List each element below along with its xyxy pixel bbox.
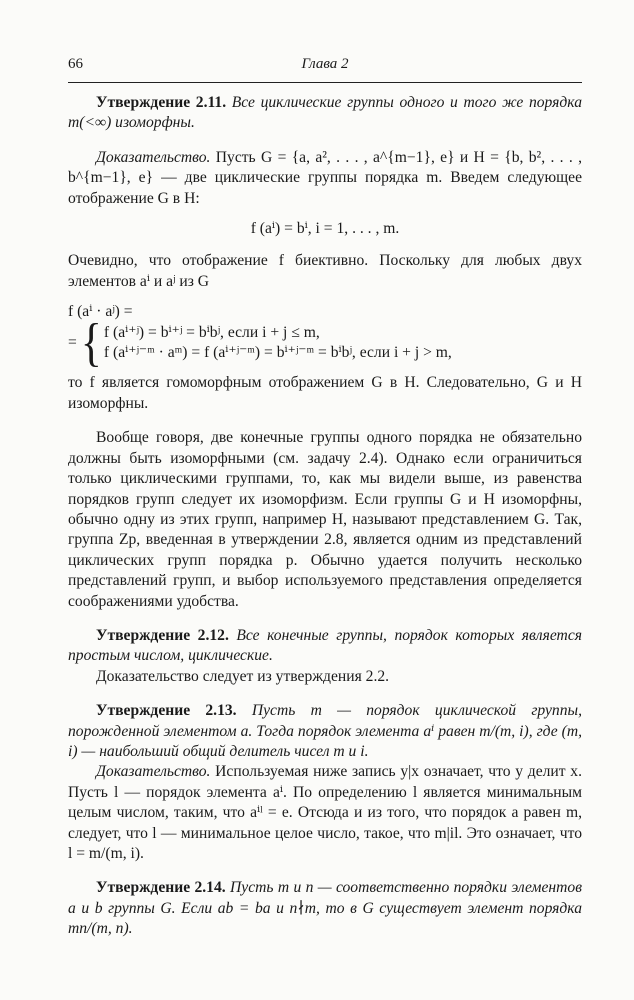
- statement-2-13-label: Утверждение 2.13.: [96, 702, 237, 720]
- proof-2-12: Доказательство следует из утверждения 2.2.: [96, 667, 390, 685]
- formula-f: f (aⁱ) = bⁱ, i = 1, . . . , m.: [250, 220, 400, 238]
- cases-block: [68, 313, 582, 372]
- page-body: [68, 93, 582, 940]
- statement-2-13-text: Пусть m — порядок циклической группы, порожденной элементом a. Тогда порядок элемента aⁱ равен m/(m, i), где (m, i) — наибольший общий делитель чисел m и i.: [68, 702, 582, 760]
- statement-2-12-text: Все конечные группы, порядок которых является простым числом, циклические.: [68, 626, 582, 665]
- statement-2-11-text: Все циклические группы одного и того же порядка m(<∞) изоморфны.: [68, 94, 582, 132]
- proof-label: Доказательство.: [96, 148, 211, 166]
- statement-2-14: [68, 878, 582, 939]
- statement-2-11: [68, 93, 582, 134]
- proof-text-3: то f является гомоморфным отображением G в H. Следовательно, G и H изоморфны.: [68, 374, 582, 412]
- left-brace-icon: {: [80, 313, 102, 372]
- statement-2-12: [68, 626, 582, 667]
- equals-sign: =: [68, 333, 77, 351]
- page-number: 66: [68, 56, 83, 72]
- case-2: f (aⁱ⁺ʲ⁻ᵐ · aᵐ) = f (aⁱ⁺ʲ⁻ᵐ) = bⁱ⁺ʲ⁻ᵐ = bⁱbʲ, если i + j > m,: [103, 344, 452, 362]
- statement-2-14-label: Утверждение 2.14.: [96, 879, 226, 897]
- paragraph-representations: Вообще говоря, две конечные группы одного порядка не обязательно должны быть изоморфными (см. задачу 2.4). Однако если ограничиться только циклическими группами, то, как мы видели выше, из равенства порядков групп следует их изоморфизм. Если группы G и H изоморфны, обычно одну из этих групп, например H, называют представлением G. Так, группа Zp, введенная в утверждении 2.8, является одним из представлений циклических групп порядка p. Обычно удается получить несколько представлений групп, и выбор используемого представления определяется соображениями удобства.: [68, 429, 582, 610]
- proof-text-1: Пусть G = {a, a², . . . , a^{m−1}, e} и H = {b, b², . . . , b^{m−1}, e} — две циклические группы порядка m. Введем следующее отображение G в H:: [68, 148, 582, 207]
- formula-lhs: f (aⁱ · aʲ) =: [68, 303, 133, 321]
- statement-2-14-text: Пусть m и n — соответственно порядки элементов a и b группы G. Если ab = ba и n∤m, то в G существует элемент порядка mn/(m, n).: [68, 879, 582, 938]
- chapter-title: Глава 2: [301, 56, 349, 72]
- proof-text-2: Очевидно, что отображение f биективно. Поскольку для любых двух элементов aⁱ и aʲ из G: [68, 252, 582, 290]
- proof-2-13: [68, 762, 582, 864]
- statement-2-12-label: Утверждение 2.12.: [96, 626, 229, 644]
- proof-2-13-text: Используемая ниже запись y|x означает, что y делит x. Пусть l — порядок элемента aⁱ. По определению l является минимальным целым числом, таким, что aⁱˡ = e. Отсюда и из того, что порядок a равен m, следует, что l — минимальное целое число, такое, что m|il. Это означает, что l = m/(m, i).: [68, 763, 582, 862]
- statement-2-11-label: Утверждение 2.11.: [96, 94, 227, 111]
- proof-2-11: [68, 148, 582, 209]
- proof-2-13-label: Доказательство.: [96, 763, 211, 781]
- cases-formula: [68, 302, 582, 372]
- page-header: [68, 52, 582, 83]
- case-1: f (aⁱ⁺ʲ) = bⁱ⁺ʲ = bⁱbʲ, если i + j ≤ m,: [103, 323, 320, 341]
- case-lines: [104, 323, 452, 364]
- statement-2-13: [68, 701, 582, 762]
